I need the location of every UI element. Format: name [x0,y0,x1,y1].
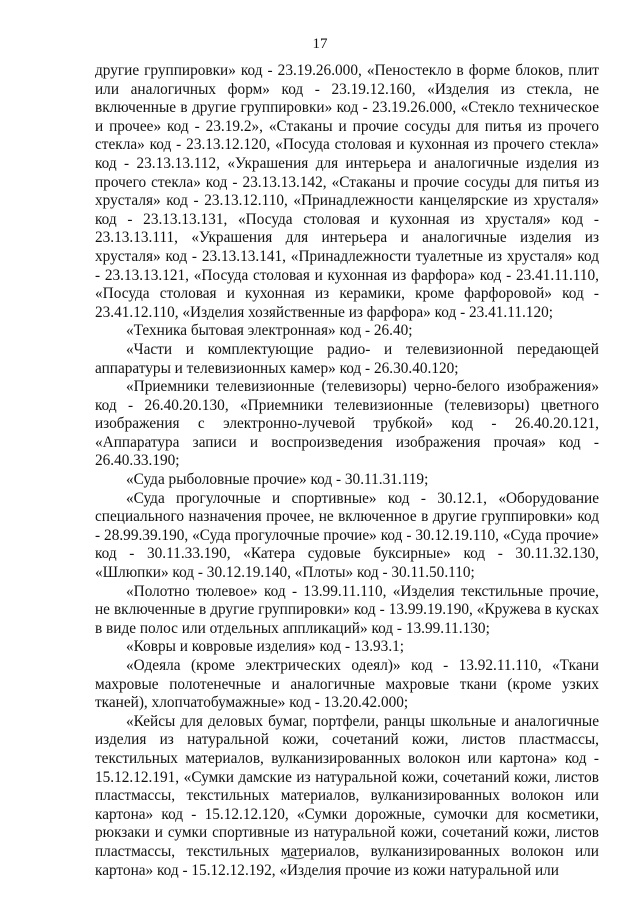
document-body [95,62,599,880]
paragraph-tv-receivers: «Приемники телевизионные (телевизоры) черно-белого изображения» код - 26.40.20.130, «Приемники телевизионные (телевизоры) цветного изображения с электронно-лучевой трубкой» код - 26.40.20.121, «Аппаратура записи и воспроизведения изображения прочая» код - 26.40.33.190; [95,378,599,470]
paragraph-leather-goods: «Кейсы для деловых бумаг, портфели, ранцы школьные и аналогичные изделия из натуральной кожи, сочетаний кожи, листов пластмассы, текстильных материалов, вулканизированных волокон или картона» код - 15.12.12.191, «Сумки дамские из натуральной кожи, сочетаний кожи, листов пластмассы, текстильных материалов, вулканизированных волокон или картона» код - 15.12.12.120, «Сумки дорожные, сумочки для косметики, рюкзаки и сумки спортивные из натуральной кожи, сочетаний кожи, листов пластмассы, текстильных материалов, вулканизированных волокон или картона» код - 15.12.12.192, «Изделия прочие из кожи натуральной или [95,712,599,879]
paragraph-radio-tv-parts: «Части и комплектующие радио- и телевизионной передающей аппаратуры и телевизионных камер» код - 26.30.40.120; [95,340,599,377]
paragraph-glass-goods: другие группировки» код - 23.19.26.000, «Пеностекло в форме блоков, плит или аналогичных форм» код - 23.19.12.160, «Изделия из стекла, не включенные в другие группировки» код - 23.19.26.000, «Стекло техническое и прочее» код - 23.19.2», «Стаканы и прочие сосуды для питья из прочего стекла» код - 23.13.12.120, «Посуда столовая и кухонная из прочего стекла» код - 23.13.13.112, «Украшения для интерьера и аналогичные изделия из прочего стекла» код - 23.13.13.142, «Стаканы и прочие сосуды для питья из хрусталя» код - 23.13.12.110, «Принадлежности канцелярские из хрусталя» код - 23.13.13.131, «Посуда столовая и кухонная из хрусталя» код - 23.13.13.111, «Украшения для интерьера и аналогичные изделия из хрусталя» код - 23.13.13.141, «Принадлежности туалетные из хрусталя» код - 23.13.13.121, «Посуда столовая и кухонная из фарфора» код - 23.41.11.110, «Посуда столовая и кухонная из керамики, кроме фарфоровой» код - 23.41.12.110, «Изделия хозяйственные из фарфора» код - 23.41.11.120; [95,62,599,321]
page-number: 17 [312,36,328,52]
paragraph-tulle-lace: «Полотно тюлевое» код - 13.99.11.110, «Изделия текстильные прочие, не включенные в другие группировки» код - 13.99.19.190, «Кружева в кусках в виде полос или отдельных аппликаций» код - 13.99.11.130; [95,582,599,637]
paragraph-carpets: «Ковры и ковровые изделия» код - 13.93.1; [126,638,405,656]
scan-mark [283,855,305,861]
paragraph-fishing-vessels: «Суда рыболовные прочие» код - 30.11.31.119; [126,471,429,489]
paragraph-blankets-towels: «Одеяла (кроме электрических одеял)» код - 13.92.11.110, «Ткани махровые полотенечные и аналогичные махровые ткани (кроме узких тканей), хлопчатобумажные» код - 13.20.42.000; [95,657,599,712]
paragraph-pleasure-boats: «Суда прогулочные и спортивные» код - 30.12.1, «Оборудование специального назначения прочее, не включенное в другие группировки» код - 28.99.39.190, «Суда прогулочные прочие» код - 30.12.19.110, «Суда прочие» код - 30.11.33.190, «Катера судовые буксирные» код - 30.11.32.130, «Шлюпки» код - 30.12.19.140, «Плоты» код - 30.11.50.110; [95,489,599,582]
paragraph-household-electronics: «Техника бытовая электронная» код - 26.40; [126,322,413,340]
